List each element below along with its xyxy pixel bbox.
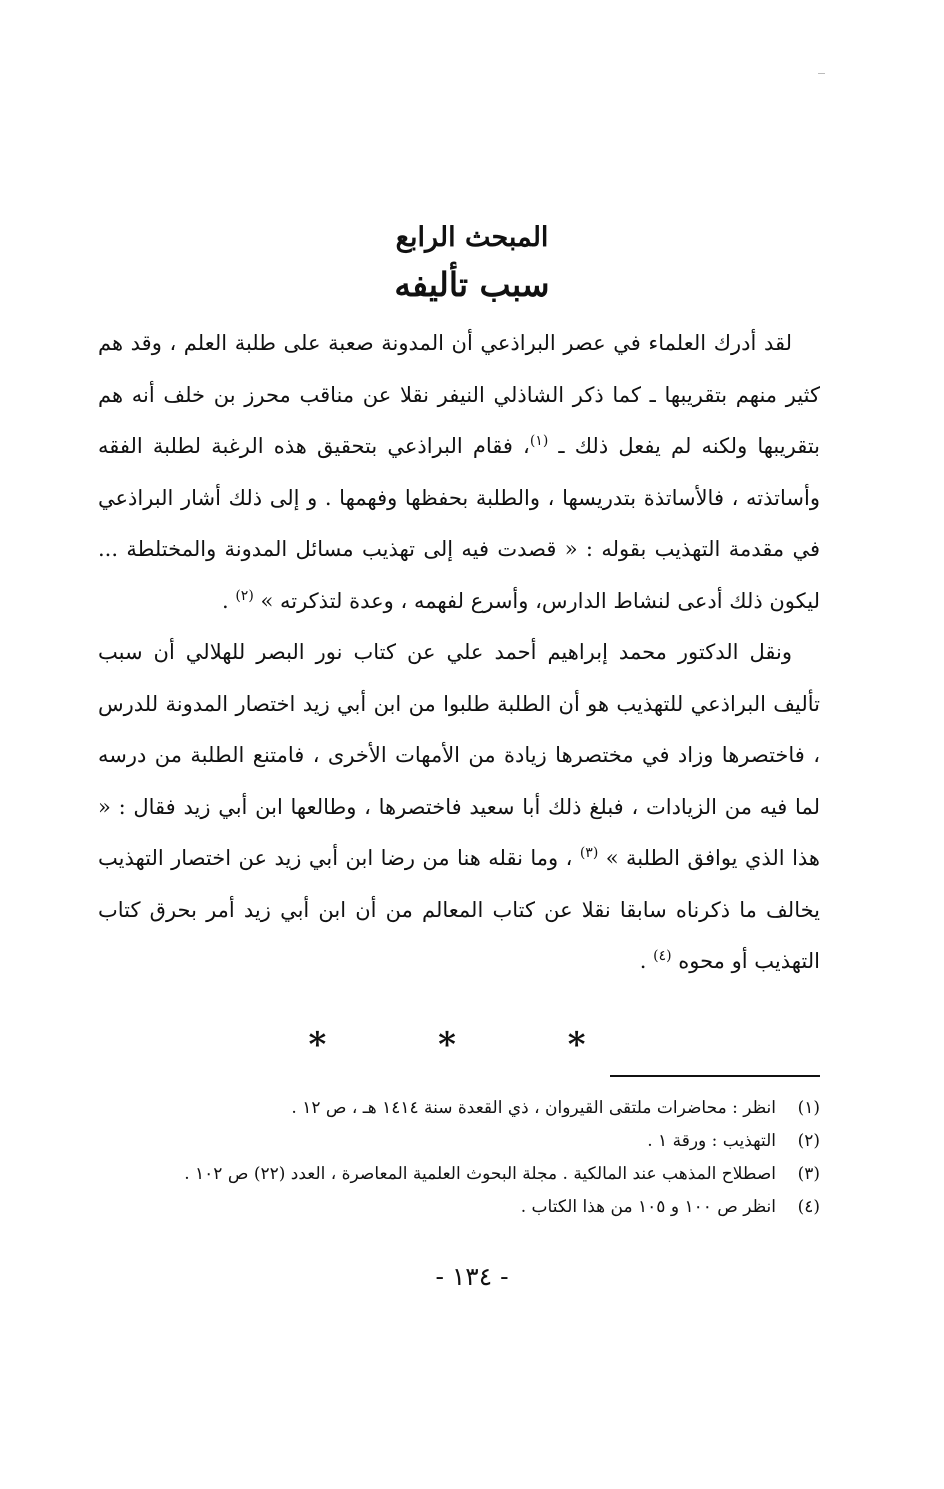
footnote-item: [98, 1125, 820, 1158]
footnote-number: (٤): [797, 1197, 820, 1217]
scan-speck: [818, 73, 825, 74]
footnote-item: [98, 1158, 820, 1191]
paragraph-2: [98, 627, 820, 988]
footnotes: [98, 1092, 820, 1224]
paragraph-text: ، فقام البراذعي بتحقيق هذه الرغبة لطلبة الفقه وأساتذته ، فالأساتذة بتدريسها ، والطلبة بحفظها وفهمها . و إلى ذلك أشار البراذعي في مقدمة التهذيب بقوله : « قصدت فيه إلى تهذيب مسائل المدونة والمختلطة ... ليكون ذلك أدعى لنشاط الدارس، وأسرع لفهمه ، وعدة لتذكرته »: [98, 434, 820, 613]
footnote-number: (١): [797, 1098, 820, 1118]
footnote-item: [98, 1191, 820, 1224]
footnote-reference: (٤): [653, 948, 672, 964]
footnote-reference: (٣): [579, 845, 599, 861]
paragraph-text: ، وما نقله هنا من رضا ابن أبي زيد عن اختصار التهذيب يخالف ما ذكرناه سابقا نقلا عن كتاب المعالم من أن ابن أبي زيد أمر بحرق كتاب التهذيب أو محوه: [98, 846, 820, 973]
footnote-text: التهذيب : ورقة ١ .: [647, 1131, 776, 1151]
section-label: المبحث الرابع: [395, 222, 549, 253]
footnote-text: اصطلاح المذهب عند المالكية . مجلة البحوث العلمية المعاصرة ، العدد (٢٢) ص ١٠٢ .: [184, 1164, 776, 1184]
footnote-text: انظر : محاضرات ملتقى القيروان ، ذي القعدة سنة ١٤١٤ هـ ، ص ١٢ .: [291, 1098, 776, 1118]
footnote-text: انظر ص ١٠٠ و ١٠٥ من هذا الكتاب .: [520, 1197, 776, 1217]
footnote-number: (٣): [797, 1164, 820, 1184]
page-number: - ١٣٤ -: [435, 1262, 509, 1291]
footnote-divider: [610, 1075, 820, 1077]
footnote-item: [98, 1092, 820, 1125]
section-separator: * * *: [308, 1025, 636, 1065]
footnote-reference: (٢): [235, 587, 254, 604]
chapter-title: سبب تأليفه: [394, 265, 550, 304]
paragraph-text: .: [221, 588, 236, 613]
body-text: [98, 318, 820, 988]
paragraph-text: ونقل الدكتور محمد إبراهيم أحمد علي عن كتاب نور البصر للهلالي أن سبب تأليف البراذعي للتهذيب هو أن الطلبة طلبوا من ابن أبي زيد اختصار المدونة للدرس ، فاختصرها وزاد في مختصرها زيادة من الأمهات الأخرى ، فامتنع الطلبة من درسه لما فيه من الزيادات ، فبلغ ذلك أبا سعيد فاختصرها ، وطالعها ابن أبي زيد فقال : « هذا الذي يوافق الطلبة »: [98, 640, 821, 870]
paragraph-text: .: [639, 949, 654, 973]
footnote-number: (٢): [797, 1131, 820, 1151]
footnote-reference: (١): [529, 433, 549, 449]
paragraph-1: [98, 318, 820, 627]
paragraph-text: لقد أدرك العلماء في عصر البراذعي أن المدونة صعبة على طلبة العلم ، وقد هم كثير منهم بتقريبها ـ كما ذكر الشاذلي النيفر نقلا عن مناقب محرز بن خلف أنه هم بتقريبها ولكنه لم يفعل ذلك ـ: [98, 331, 821, 458]
